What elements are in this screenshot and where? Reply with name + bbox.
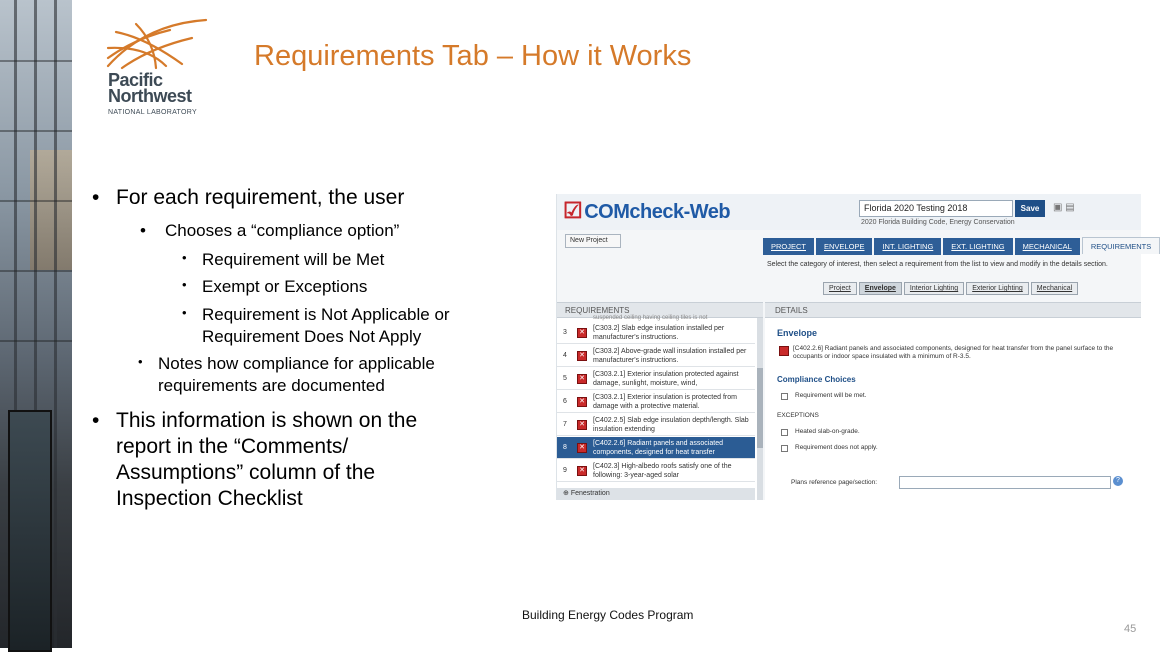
bullet-dot: • — [92, 409, 100, 432]
fenestration-group[interactable] — [557, 488, 755, 500]
comcheck-logo-text: COMcheck-Web — [584, 201, 731, 223]
details-header: DETAILS — [765, 302, 1141, 318]
details-section-title: Envelope — [777, 328, 818, 338]
met-label: Requirement will be met. — [795, 392, 867, 399]
bullet-text: Notes how compliance for applicable — [158, 354, 435, 373]
plans-reference-label: Plans reference page/section: — [791, 479, 877, 486]
row-number: 3 — [563, 329, 567, 336]
requirement-row-selected[interactable] — [557, 437, 755, 459]
instruction-text: Select the category of interest, then select a requirement from the list to view and modify in the details section. — [767, 261, 1108, 268]
requirements-list — [557, 315, 763, 500]
requirement-row[interactable] — [557, 368, 755, 390]
requirement-row[interactable] — [557, 391, 755, 413]
pnnl-logo-mark — [106, 18, 210, 70]
tab-project[interactable]: PROJECT — [763, 238, 814, 255]
building-photo — [0, 0, 72, 648]
logo-line2: Northwest — [108, 86, 192, 106]
tab-envelope[interactable]: ENVELOPE — [816, 238, 872, 255]
logo-subtitle: NATIONAL LABORATORY — [108, 109, 197, 116]
subtab-interior-lighting[interactable]: Interior Lighting — [904, 282, 964, 295]
fail-icon: ✕ — [577, 351, 587, 361]
met-checkbox[interactable] — [781, 393, 788, 400]
fail-icon: ✕ — [577, 397, 587, 407]
bullet-text: report in the “Comments/ — [116, 435, 349, 458]
footer-text: Building Energy Codes Program — [522, 608, 694, 622]
exception-label: Heated slab-on-grade. — [795, 428, 860, 435]
comcheck-screenshot — [556, 194, 1152, 500]
comcheck-logo — [563, 198, 730, 224]
scrollbar-thumb[interactable] — [757, 368, 763, 448]
tab-mechanical[interactable]: MECHANICAL — [1015, 238, 1080, 255]
subtab-mechanical[interactable]: Mechanical — [1031, 282, 1078, 295]
fail-icon — [779, 346, 789, 356]
bullet-dot: • — [140, 221, 146, 240]
bullet-dot: • — [182, 277, 187, 292]
tab-ext-lighting[interactable]: EXT. LIGHTING — [943, 238, 1012, 255]
row-number: 4 — [563, 352, 567, 359]
row-text: [C303.2.1] Exterior insulation protected against damage, sunlight, moisture, wind, — [593, 371, 739, 387]
logo-name — [108, 72, 192, 104]
fail-icon: ✕ — [577, 466, 587, 476]
new-project-button[interactable]: New Project — [565, 234, 621, 248]
not-apply-checkbox[interactable] — [781, 445, 788, 452]
bullet-text: Assumptions” column of the — [116, 461, 376, 484]
row-text: [C303.2.1] Exterior insulation is protected from damage with a protective material. — [593, 394, 737, 410]
truncated-row-text: suspended ceiling having ceiling tiles is not — [593, 315, 708, 321]
expand-icon: ⊕ — [563, 490, 571, 497]
fail-icon: ✕ — [577, 328, 587, 338]
requirements-scrollbar[interactable] — [757, 318, 763, 500]
requirement-description: [C402.2.6] Radiant panels and associated components, designed for heat transfer from the panel surface to the occupants or indoor space insulated with a minimum of R-3.5. — [793, 345, 1114, 360]
row-number: 6 — [563, 398, 567, 405]
subtab-exterior-lighting[interactable]: Exterior Lighting — [966, 282, 1029, 295]
row-text: [C402.3] High-albedo roofs satisfy one of the following: 3-year-aged solar — [593, 463, 732, 479]
details-panel — [765, 318, 1141, 500]
bullet-text: requirements are documented — [158, 376, 385, 395]
row-number: 8 — [563, 444, 567, 451]
compliance-choices-title: Compliance Choices — [777, 375, 856, 384]
toolbar-icons[interactable]: ▣ ▤ — [1053, 202, 1075, 213]
subtab-envelope[interactable]: Envelope — [859, 282, 902, 295]
bullet-dot: • — [182, 305, 187, 320]
slide-title: Requirements Tab – How it Works — [254, 40, 692, 72]
fail-icon: ✕ — [577, 443, 587, 453]
fenestration-label: Fenestration — [570, 490, 610, 497]
bullet-dot: • — [138, 354, 143, 369]
bullet-dot: • — [182, 250, 187, 265]
category-subtabs — [823, 277, 1080, 295]
bullet-text: Requirement is Not Applicable or — [202, 305, 450, 324]
subtab-project[interactable]: Project — [823, 282, 857, 295]
requirements-header: REQUIREMENTS — [557, 302, 763, 318]
exception-checkbox[interactable] — [781, 429, 788, 436]
row-number: 7 — [563, 421, 567, 428]
tab-requirements[interactable]: REQUIREMENTS — [1082, 237, 1160, 254]
logo-line1: Pacific — [108, 70, 163, 90]
requirement-row[interactable] — [557, 414, 755, 436]
fail-icon: ✕ — [577, 420, 587, 430]
save-button[interactable]: Save — [1015, 200, 1045, 217]
bullet-text: Chooses a “compliance option” — [165, 221, 400, 240]
row-number: 9 — [563, 467, 567, 474]
code-label: 2020 Florida Building Code, Energy Conservation — [861, 219, 1015, 226]
requirement-row[interactable] — [557, 460, 755, 482]
bullet-text: Requirement will be Met — [202, 250, 385, 269]
fail-icon: ✕ — [577, 374, 587, 384]
bullet-text: For each requirement, the user — [116, 186, 405, 209]
page-number: 45 — [1124, 623, 1137, 635]
row-number: 5 — [563, 375, 567, 382]
row-text: [C402.2.6] Radiant panels and associated components, designed for heat transfer — [593, 440, 723, 456]
requirement-row[interactable] — [557, 322, 755, 344]
bullet-text: Requirement Does Not Apply — [202, 327, 422, 346]
requirement-row[interactable] — [557, 345, 755, 367]
exceptions-label: EXCEPTIONS — [777, 412, 819, 419]
plans-reference-input[interactable] — [899, 476, 1111, 489]
checkmark-icon: ☑ — [563, 198, 583, 223]
pnnl-logo — [106, 18, 216, 120]
not-apply-label: Requirement does not apply. — [795, 444, 878, 451]
bullet-text: This information is shown on the — [116, 409, 418, 432]
help-icon[interactable]: ? — [1113, 476, 1123, 486]
row-text: [C303.2] Slab edge insulation installed per manufacturer's instructions. — [593, 325, 725, 341]
bullet-text: Exempt or Exceptions — [202, 277, 368, 296]
bullet-text: Inspection Checklist — [116, 487, 303, 510]
row-text: [C303.2] Above-grade wall insulation installed per manufacturer's instructions. — [593, 348, 747, 364]
project-name-input[interactable]: Florida 2020 Testing 2018 — [859, 200, 1013, 217]
bullet-dot: • — [92, 186, 100, 209]
main-tabs — [763, 236, 1162, 253]
row-text: [C402.2.5] Slab edge insulation depth/length. Slab insulation extending — [593, 417, 749, 433]
tab-int-lighting[interactable]: INT. LIGHTING — [874, 238, 941, 255]
